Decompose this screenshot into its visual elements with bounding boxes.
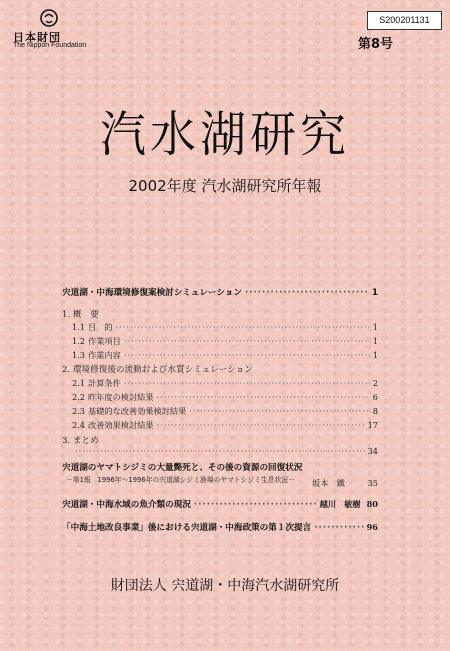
- toc-item: [72, 420, 378, 431]
- toc-page-number: 8: [372, 406, 378, 416]
- leader-dots: [124, 336, 370, 346]
- toc-item-label: 作業内容: [88, 350, 121, 360]
- toc-item-number: 2.3: [72, 406, 86, 416]
- toc-article-1: [62, 286, 378, 298]
- toc-item: [72, 406, 378, 417]
- toc-item-number: 1.3: [72, 350, 86, 360]
- leader-dots: [124, 350, 370, 360]
- toc-page-number: 1: [372, 336, 378, 346]
- toc-page-number: 80: [366, 499, 378, 509]
- toc-section-heading: 3. まとめ: [62, 436, 99, 446]
- toc-item-label: 昨年度の検討結果: [88, 392, 154, 402]
- toc-item: [72, 392, 378, 403]
- toc-item: [72, 378, 378, 389]
- issue-number: 第8号: [358, 37, 394, 52]
- toc-item-label: 計算条件: [88, 378, 121, 388]
- toc-item-label: 基礎的な改善効果検討結果: [88, 406, 187, 416]
- toc-article-title: 宍道湖・中海環境修復案検討シミュレーション: [62, 288, 242, 298]
- toc-article-4: [62, 521, 378, 533]
- leader-dots: [157, 392, 370, 402]
- toc-page-number: 1: [372, 288, 378, 298]
- leader-dots: [157, 420, 365, 430]
- toc-item-label: 作業項目: [88, 336, 121, 346]
- toc-article-title: 宍道湖のヤマトシジミの大量斃死と、その後の資源の回復状況: [62, 463, 303, 473]
- nippon-foundation-logo-icon: [39, 8, 59, 28]
- toc-page-number: 1: [372, 322, 378, 332]
- leader-dots: [116, 322, 370, 332]
- toc-item-number: 2.2: [72, 392, 86, 402]
- toc-article-title: 「中海土地改良事業」後における宍道湖・中海政策の第１次提言: [62, 523, 312, 533]
- leader-dots: [245, 288, 369, 298]
- toc-page-number: 1: [372, 350, 378, 360]
- leader-dots: [75, 446, 365, 456]
- toc-page-number: 17: [367, 420, 378, 430]
- toc-article-title: 宍道湖・中海水域の魚介類の現況: [62, 500, 191, 510]
- toc-item-number: 1.1: [72, 322, 86, 332]
- leader-dots: [314, 523, 363, 533]
- toc-item-label: 改善効果検討結果: [88, 420, 154, 430]
- toc-page-number: 96: [366, 522, 378, 532]
- toc-item: [312, 478, 378, 489]
- leader-dots: [189, 406, 370, 416]
- toc-page-number: 34: [367, 446, 378, 456]
- toc-item: [72, 322, 378, 333]
- toc-item: [72, 336, 378, 347]
- toc-article-3: [62, 498, 378, 510]
- toc-item-number: 2.4: [72, 420, 86, 430]
- toc-page-number: 35: [367, 478, 378, 488]
- toc-item-number: 1.2: [72, 336, 86, 346]
- toc-page-number: 2: [372, 378, 378, 388]
- toc-item-number: 2.1: [72, 378, 86, 388]
- journal-title: 汽水湖研究: [100, 105, 350, 163]
- toc-page-number: 6: [372, 392, 378, 402]
- publisher-name: 財団法人 宍道湖・中海汽水湖研究所: [110, 578, 340, 594]
- toc-author: 越川 敏樹: [319, 499, 361, 509]
- document-code-label: S200201131: [367, 11, 442, 30]
- toc-author: 坂本 鐵: [312, 478, 345, 488]
- org-name-jp: 日本財団: [13, 31, 61, 44]
- toc-section-heading: 1. 概 要: [62, 310, 99, 320]
- org-name-en: The Nippon Foundation: [13, 42, 87, 49]
- toc-section-heading: 2. 環境修復後の流動および水質シミュレーション: [62, 365, 253, 375]
- leader-dots: [194, 500, 317, 510]
- leader-dots: [124, 378, 370, 388]
- toc-item: [72, 446, 378, 456]
- toc-article-subtitle: －第1報 1996年～1996年の宍道湖シジミ漁場のヤマトシジミ生息状況－: [66, 476, 295, 484]
- journal-subtitle: 2002年度 汽水湖研究所年報: [128, 177, 322, 195]
- toc-item-label: 目 的: [88, 322, 113, 332]
- toc-item: [72, 350, 378, 361]
